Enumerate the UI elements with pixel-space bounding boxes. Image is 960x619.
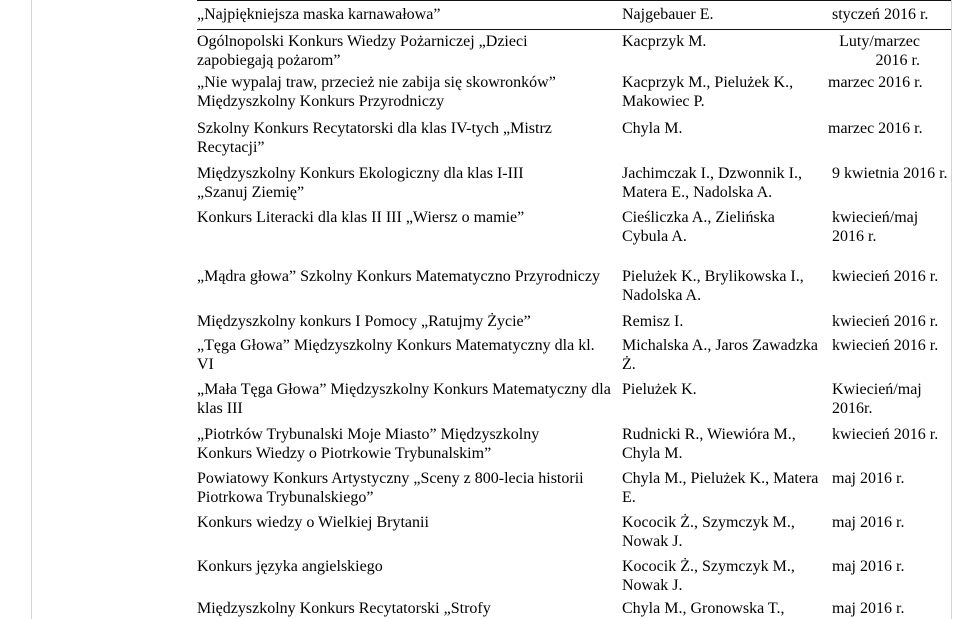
competition-name: „Mądra głowa” Szkolny Konkurs Matematyczno Przyrodniczy: [197, 268, 600, 285]
teacher-name: Cieśliczka A., Zielińska Cybula A.: [622, 209, 775, 246]
teacher-name: Michalska A., Jaros Zawadzka Ż.: [622, 337, 818, 374]
competition-name: Konkurs wiedzy o Wielkiej Brytanii: [197, 514, 429, 531]
competition-name: Ogólnopolski Konkurs Wiedzy Pożarniczej „Dzieci zapobiegają pożarom”: [197, 33, 528, 70]
teacher-name: Chyla M., Gronowska T.,: [622, 600, 785, 617]
competition-name: „Najpiękniejsza maska karnawałowa”: [197, 6, 441, 23]
competition-name: Międzyszkolny Konkurs Recytatorski „Strofy: [197, 600, 491, 617]
competition-date: kwiecień 2016 r.: [832, 313, 939, 330]
competition-date: marzec 2016 r.: [828, 120, 923, 137]
teacher-name: Chyla M.: [622, 120, 683, 137]
competition-date: kwiecień/maj 2016 r.: [832, 209, 919, 246]
competition-name: Konkurs Literacki dla klas II III „Wiersz o mamie”: [197, 209, 525, 226]
competition-name: Konkurs języka angielskiego: [197, 558, 383, 575]
competition-date: 9 kwietnia 2016 r.: [832, 165, 948, 182]
competition-date: kwiecień 2016 r.: [832, 337, 939, 354]
teacher-name: Kacprzyk M.: [622, 33, 707, 50]
teacher-name: Kococik Ż., Szymczyk M., Nowak J.: [622, 558, 795, 595]
competition-name: Szkolny Konkurs Recytatorski dla klas IV-tych „Mistrz Recytacji”: [197, 120, 552, 157]
competition-date: kwiecień 2016 r.: [832, 268, 939, 285]
competition-date: maj 2016 r.: [832, 470, 905, 487]
teacher-name: Pielużek K., Brylikowska I., Nadolska A.: [622, 268, 804, 305]
competition-date: marzec 2016 r.: [828, 74, 923, 91]
teacher-name: Remisz I.: [622, 313, 684, 330]
competition-date: maj 2016 r.: [832, 600, 905, 617]
teacher-name: Najgebauer E.: [622, 6, 714, 23]
competition-name: „Piotrków Trybunalski Moje Miasto” Międzyszkolny Konkurs Wiedzy o Piotrkowie Trybunalskim”: [197, 426, 540, 463]
teacher-name: Pielużek K.: [622, 381, 697, 398]
competition-date: maj 2016 r.: [832, 514, 905, 531]
competition-date: maj 2016 r.: [832, 558, 905, 575]
competition-date: kwiecień 2016 r.: [832, 426, 939, 443]
teacher-name: Jachimczak I., Dzwonnik I., Matera E., Nadolska A.: [622, 165, 802, 202]
competition-date: Luty/marzec 2016 r.: [839, 33, 920, 70]
left-border-line: [31, 0, 32, 619]
competition-name: „Nie wypalaj traw, przecież nie zabija się skowronków” Międzyszkolny Konkurs Przyrodniczy: [197, 74, 556, 111]
teacher-name: Kacprzyk M., Pielużek K., Makowiec P.: [622, 74, 794, 111]
teacher-name: Chyla M., Pielużek K., Matera E.: [622, 470, 819, 507]
competition-name: „Tęga Głowa” Międzyszkolny Konkurs Matematyczny dla kl. VI: [197, 337, 595, 374]
teacher-name: Rudnicki R., Wiewióra M., Chyla M.: [622, 426, 796, 463]
competition-name: Międzyszkolny konkurs I Pomocy „Ratujmy Życie”: [197, 313, 531, 330]
competition-name: Powiatowy Konkurs Artystyczny „Sceny z 800-lecia historii Piotrkowa Trybunalskiego”: [197, 470, 584, 507]
competition-date: styczeń 2016 r.: [832, 6, 929, 23]
competition-date: Kwiecień/maj 2016r.: [832, 381, 922, 418]
competition-name: Międzyszkolny Konkurs Ekologiczny dla klas I-III „Szanuj Ziemię”: [197, 165, 524, 202]
teacher-name: Kococik Ż., Szymczyk M., Nowak J.: [622, 514, 795, 551]
competition-name: „Mała Tęga Głowa” Międzyszkolny Konkurs Matematyczny dla klas III: [197, 381, 611, 418]
